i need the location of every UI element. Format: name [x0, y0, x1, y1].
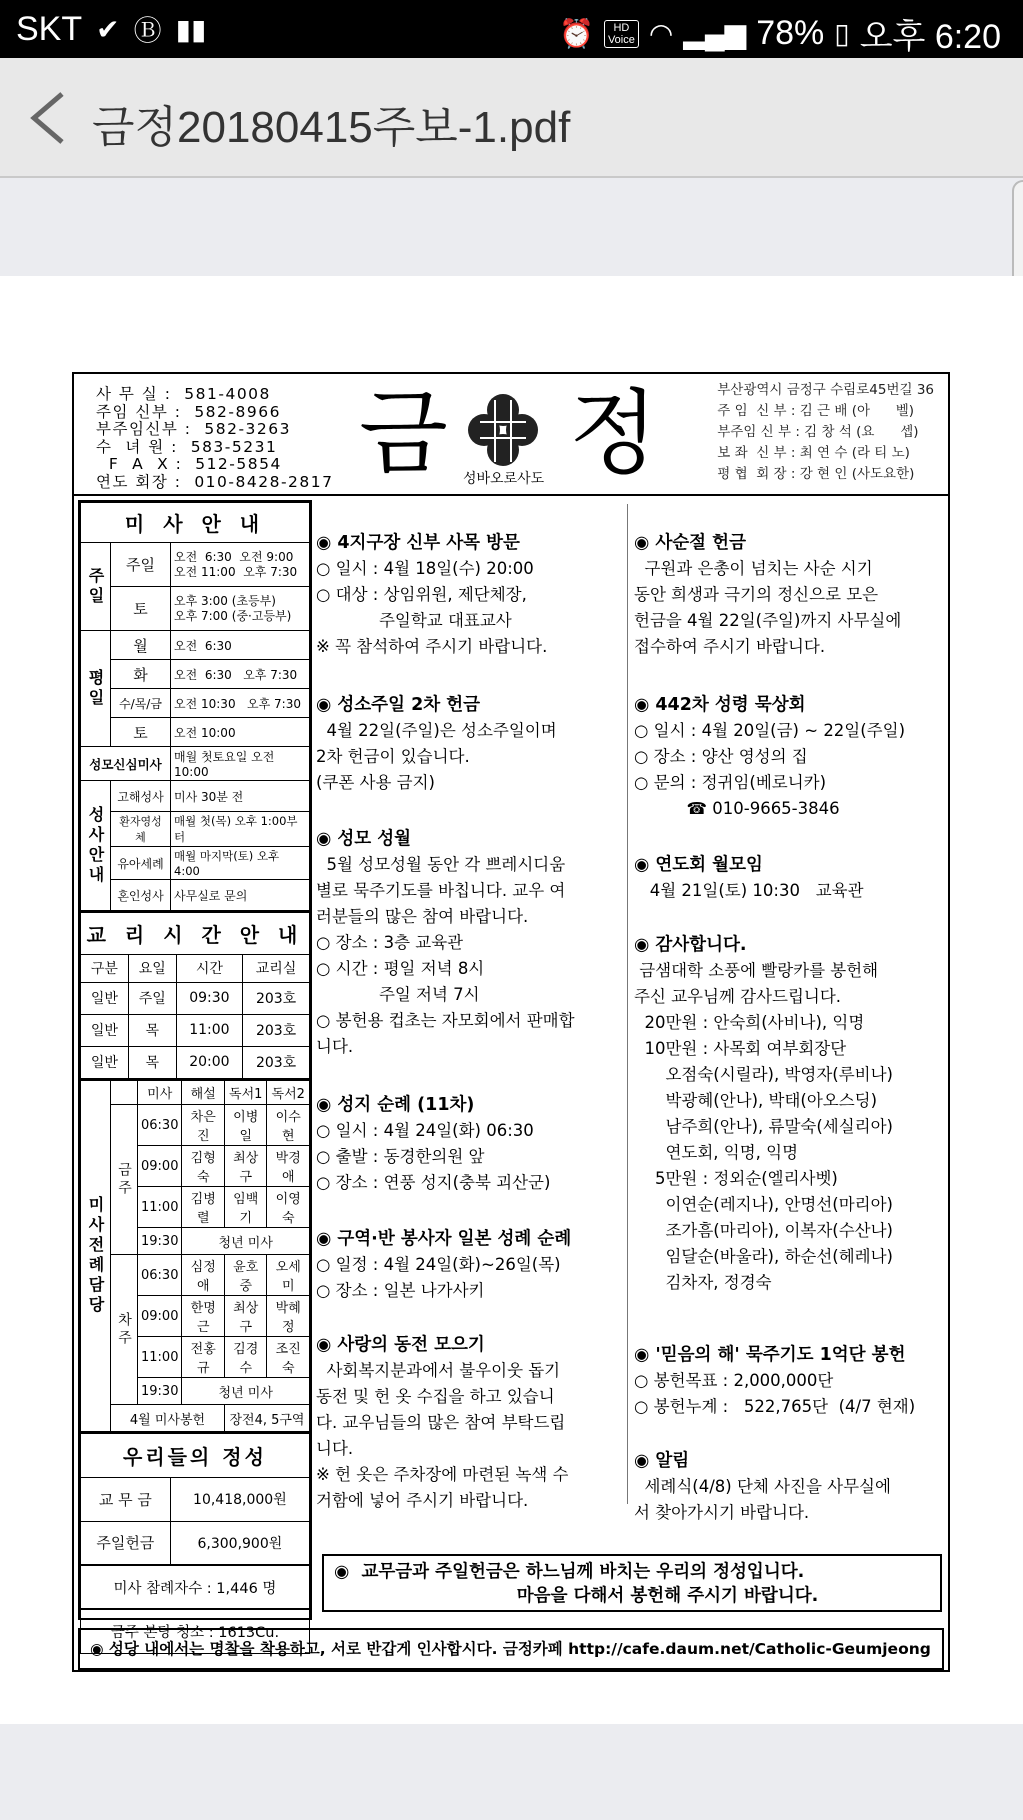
cate-head: 교리실: [243, 954, 310, 982]
section-body: 4월 22일(주일)은 성소주일이며 2차 헌금이 있습니다. (쿠폰 사용 금지): [316, 721, 557, 792]
section-title: ◉ 4지구장 신부 사목 방문: [316, 533, 520, 553]
duty-cell: 차은진: [182, 1105, 225, 1146]
notice-section: [634, 852, 946, 904]
duty-cell: 김경수: [224, 1337, 267, 1378]
duty-cell: 오세미: [267, 1255, 310, 1296]
notice-section: [316, 1092, 624, 1196]
cate-head: 구분: [81, 954, 129, 982]
section-title: ◉ 사랑의 동전 모으기: [316, 1335, 485, 1355]
battery-icon: ▯: [834, 18, 850, 49]
document-title: 금정20180415주보-1.pdf: [92, 103, 571, 152]
carrier-label: SKT: [16, 9, 83, 48]
bulletin-sheet: [72, 372, 950, 1672]
mass-times: 오전 6:30 오후 7:30: [171, 660, 310, 689]
notice-section: [316, 1332, 624, 1514]
right-column: [634, 500, 946, 1520]
duty-cell: 청년 미사: [182, 1378, 310, 1405]
duty-cell: 조진숙: [267, 1337, 310, 1378]
mass-times: 오후 3:00 (초등부) 오후 7:00 (중·고등부): [171, 587, 310, 631]
duty-foot: 장전4, 5구역: [224, 1405, 309, 1432]
mass-day: 화: [111, 660, 171, 689]
notice-section: [634, 692, 946, 822]
sacrament-time: 매월 첫(목) 오후 1:00부터: [171, 812, 310, 847]
cate-cell: 일반: [81, 1046, 129, 1078]
offer-value: 10,418,000원: [170, 1477, 309, 1521]
mass-times: 오전 6:30: [171, 631, 310, 660]
wifi-icon: ◠: [648, 18, 674, 49]
brand-subtitle: 성바오로사도: [463, 471, 545, 487]
section-body: 세례식(4/8) 단체 사진을 사무실에 서 찾아가시기 바랍니다.: [634, 1477, 891, 1522]
sunday-label: 주일: [81, 543, 111, 631]
notice-section: [316, 692, 624, 796]
duty-cell: 19:30: [138, 1228, 182, 1255]
attendance: 미사 참례자수 : 1,446 명: [81, 1565, 310, 1609]
section-title: ◉ 성모 성월: [316, 829, 412, 849]
section-title: ◉ 감사합니다.: [634, 935, 747, 955]
duty-head: 독서2: [267, 1080, 310, 1105]
duty-cell: 이영숙: [267, 1187, 310, 1228]
duty-cell: 임백기: [224, 1187, 267, 1228]
b-app-icon: Ⓑ: [133, 15, 162, 46]
cleaning: 금주 본당 청소 : 1613Cu.: [81, 1609, 310, 1653]
duty-cell: 이병일: [224, 1105, 267, 1146]
cate-cell: 203호: [243, 1014, 310, 1046]
duty-cell: 06:30: [138, 1255, 182, 1296]
duty-cell: 최상구: [224, 1146, 267, 1187]
offer-value: 6,300,900원: [170, 1521, 309, 1565]
cate-cell: 목: [128, 1014, 176, 1046]
cate-cell: 일반: [81, 1014, 129, 1046]
mass-times: 오전 10:00: [171, 718, 310, 747]
parish-logo: [359, 380, 669, 492]
offering-title: 우리들의 정성: [81, 1433, 310, 1477]
duty-foot: 4월 미사봉헌: [111, 1405, 225, 1432]
mass-day: 토: [111, 718, 171, 747]
cate-head: 시간: [176, 954, 242, 982]
cate-cell: 203호: [243, 1046, 310, 1078]
duty-cell: 청년 미사: [182, 1228, 310, 1255]
cate-cell: 목: [128, 1046, 176, 1078]
section-title: ◉ 알림: [634, 1451, 690, 1471]
duty-cell: 09:00: [138, 1146, 182, 1187]
duty-cell: 윤호중: [224, 1255, 267, 1296]
brand-right: 정: [569, 380, 658, 487]
section-body: ○ 일시 : 4월 24일(화) 06:30 ○ 출발 : 동경한의원 앞 ○ 장소 : 연풍 성지(충북 괴산군): [316, 1121, 551, 1192]
sacrament-label: 성사안내: [81, 781, 111, 911]
duty-cell: 19:30: [138, 1378, 182, 1405]
section-title: ◉ '믿음의 해' 묵주기도 1억단 봉헌: [634, 1345, 906, 1365]
footer-banner: ◉ 성당 내에서는 명찰을 착용하고, 서로 반갑게 인사합시다. 금정카페 http://cafe.daum.net/Catholic-Geumjeong: [78, 1628, 944, 1670]
left-info-column: [78, 500, 312, 1641]
contact-list: 사 무 실 : 581-4008 주임 신부 : 582-8966 부주임신부 : 582-3263 수 녀 원 : 583-5231 F A X : 512-5854 연도 회장 : 010-8428-2817: [96, 385, 334, 491]
middle-column: [316, 500, 624, 1520]
section-body: 금샘대학 소풍에 빨랑카를 봉헌해 주신 교우님께 감사드립니다. 20만원 : 안숙희(사비나), 익명 10만원 : 사목회 여부회장단 오점숙(시릴라), 박영자(루비나) 박광혜(안나), 박태(아오스딩) 남주희(안나), 류말숙(세실리아) 연도회, 익명, 익명 5만원 : 정외순(엘리사벳) 이연순(레지나), 안명선(마리아) 조가흠(마리아), 이복자(수산나) 임달순(바울라), 하순선(헤레나) 김차자, 정경숙: [634, 961, 893, 1292]
cate-cell: 20:00: [176, 1046, 242, 1078]
duty-cell: 06:30: [138, 1105, 182, 1146]
section-title: ◉ 성지 순례 (11차): [316, 1095, 475, 1115]
liturgy-duty-table: [80, 1079, 310, 1433]
offer-label: 주일헌금: [81, 1521, 171, 1565]
duty-label: 미사전례담당: [81, 1080, 111, 1432]
section-body: 구원과 은총이 넘치는 사순 시기 동안 희생과 극기의 정신으로 모은 헌금을 4월 22일(주일)까지 사무실에 접수하여 주시기 바랍니다.: [634, 559, 902, 656]
offering-table: [80, 1432, 310, 1654]
mass-day: 토: [111, 587, 171, 631]
section-title: ◉ 연도회 월모임: [634, 855, 763, 875]
heart-mass-time: 매월 첫토요일 오전 10:00: [171, 747, 310, 781]
duty-cell: 박혜정: [267, 1296, 310, 1337]
heart-mass-label: 성모신심미사: [81, 747, 171, 781]
duty-corner: [111, 1080, 138, 1105]
cate-head: 요일: [128, 954, 176, 982]
notice-section: [634, 530, 946, 660]
duty-cell: 전홍규: [182, 1337, 225, 1378]
notice-section: [634, 932, 946, 1296]
duty-cell: 김형숙: [182, 1146, 225, 1187]
section-body: 4월 21일(토) 10:30 교육관: [634, 881, 864, 900]
cate-cell: 주일: [128, 982, 176, 1014]
cate-cell: 09:30: [176, 982, 242, 1014]
section-title: ◉ 성소주일 2차 헌금: [316, 695, 481, 715]
notice-section: [316, 826, 624, 1060]
clock: 오후 6:20: [859, 18, 1001, 56]
signal-icon: ▂▄▆: [683, 18, 747, 49]
pdf-page: [0, 276, 1023, 1724]
hd-voice-badge: HD Voice: [604, 20, 639, 48]
this-week-label: 금주: [111, 1105, 138, 1255]
next-week-label: 차주: [111, 1255, 138, 1405]
mass-day: 월: [111, 631, 171, 660]
mass-schedule-table: [80, 502, 310, 911]
check-notification-icon: ✔: [96, 13, 120, 45]
section-body: ○ 봉헌목표 : 2,000,000단 ○ 봉헌누계 : 522,765단 (4/7 현재): [634, 1371, 916, 1416]
mass-times: 오전 10:30 오후 7:30: [171, 689, 310, 718]
app-toolbar: [0, 58, 1023, 178]
sacrament-name: 환자영성체: [111, 812, 171, 847]
battery-percent: 78%: [756, 14, 825, 52]
sacrament-time: 매월 마지막(토) 오후 4:00: [171, 847, 310, 880]
section-body: 사회복지분과에서 불우이웃 돕기 동전 및 헌 옷 수집을 하고 있습니 다. 교우님들의 많은 참여 부탁드립 니다. ※ 헌 옷은 주차장에 마련된 녹색 수 거함에 넣어 주시기 바랍니다.: [316, 1361, 569, 1510]
duty-cell: 이수현: [267, 1105, 310, 1146]
cate-cell: 11:00: [176, 1014, 242, 1046]
back-arrow-icon[interactable]: [22, 86, 78, 150]
brand-left: 금: [359, 380, 448, 487]
mass-title: 미 사 안 내: [81, 503, 310, 543]
duty-cell: 박경애: [267, 1146, 310, 1187]
catechism-title: 교 리 시 간 안 내: [81, 912, 310, 954]
notice-section: [316, 530, 624, 660]
notice-section: [634, 1448, 946, 1526]
section-body: ○ 일시 : 4월 20일(금) ~ 22일(주일) ○ 장소 : 양산 영성의 집 ○ 문의 : 정귀임(베로니카) ☎ 010-9665-3846: [634, 721, 906, 818]
offer-label: 교 무 금: [81, 1477, 171, 1521]
status-bar: [0, 0, 1023, 58]
duty-cell: 심정애: [182, 1255, 225, 1296]
officer-list: 부산광역시 금정구 수림로45번길 36 주 임 신 부 : 김 근 배 (아 벨) 부주임 신 부 : 김 창 석 (요 셉) 보 좌 신 부 : 최 연 수 (라 티 노) 평 협 회 장 : 강 현 인 (사도요한): [717, 382, 934, 482]
offering-notice-box: ◉ 교무금과 주일헌금은 하느님께 바치는 우리의 정성입니다. 마음을 다해서 봉헌해 주시기 바랍니다.: [322, 1554, 942, 1612]
sacrament-time: 사무실로 문의: [171, 880, 310, 911]
parish-emblem-icon: [466, 392, 540, 468]
mass-day: 주일: [111, 543, 171, 587]
column-divider: [627, 504, 628, 1504]
mass-times: 오전 6:30 오전 9:00 오전 11:00 오후 7:30: [171, 543, 310, 587]
catechism-table: [80, 911, 310, 1079]
duty-cell: 한명근: [182, 1296, 225, 1337]
section-body: ○ 일시 : 4월 18일(수) 20:00 ○ 대상 : 상임위원, 제단체장, 주일학교 대표교사 ※ 꼭 참석하여 주시기 바랍니다.: [316, 559, 548, 656]
section-title: ◉ 사순절 헌금: [634, 533, 746, 553]
bulletin-header: [74, 374, 948, 496]
duty-head: 해설: [182, 1080, 225, 1105]
duty-head: 미사: [138, 1080, 182, 1105]
notice-section: [634, 1342, 946, 1420]
section-body: 5월 성모성월 동안 각 쁘레시디움 별로 묵주기도를 바칩니다. 교우 여 러분들의 많은 참여 바랍니다. ○ 장소 : 3층 교육관 ○ 시간 : 평일 저녁 8시 주일 저녁 7시 ○ 봉헌용 컵초는 자모회에서 판매합 니다.: [316, 855, 575, 1056]
duty-cell: 09:00: [138, 1296, 182, 1337]
duty-cell: 최상구: [224, 1296, 267, 1337]
section-body: ○ 일정 : 4월 24일(화)~26일(목) ○ 장소 : 일본 나가사키: [316, 1255, 561, 1300]
sacrament-time: 미사 30분 전: [171, 781, 310, 812]
duty-cell: 11:00: [138, 1337, 182, 1378]
sacrament-name: 혼인성사: [111, 880, 171, 911]
sacrament-name: 고해성사: [111, 781, 171, 812]
notice-section: [316, 1226, 624, 1304]
sacrament-name: 유아세례: [111, 847, 171, 880]
weekday-label: 평일: [81, 631, 111, 747]
duty-cell: 김병렬: [182, 1187, 225, 1228]
duty-head: 독서1: [224, 1080, 267, 1105]
section-title: ◉ 442차 성령 묵상회: [634, 695, 806, 715]
cate-cell: 203호: [243, 982, 310, 1014]
alarm-icon: ⏰: [559, 18, 594, 49]
duty-cell: 11:00: [138, 1187, 182, 1228]
section-title: ◉ 구역·반 봉사자 일본 성례 순례: [316, 1229, 572, 1249]
app-notification-icon: ▮▮: [175, 13, 207, 45]
mass-day: 수/목/금: [111, 689, 171, 718]
cate-cell: 일반: [81, 982, 129, 1014]
